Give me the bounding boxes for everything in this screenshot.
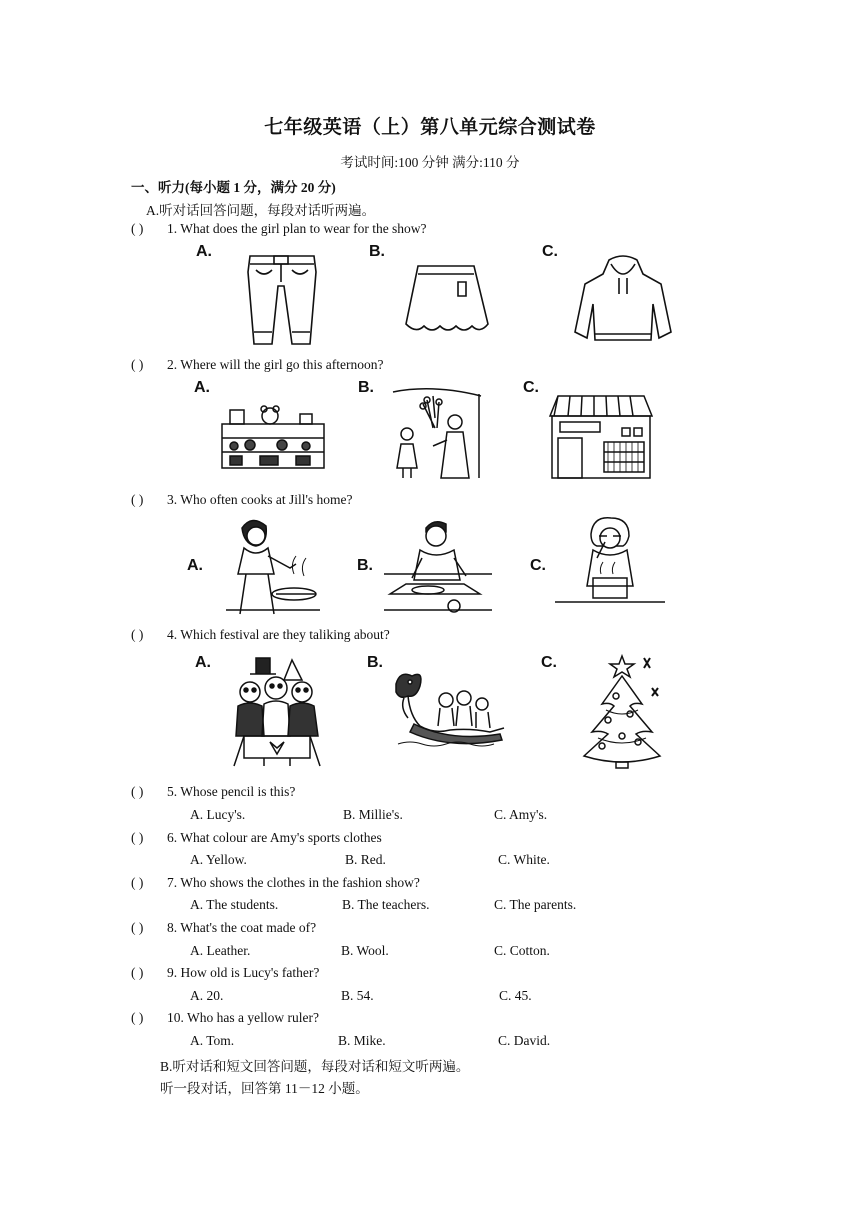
option-label: B. <box>367 654 383 671</box>
mother-cooking-icon[interactable] <box>216 514 324 618</box>
grandma-cooking-icon[interactable] <box>553 516 667 608</box>
bookshop-icon[interactable] <box>548 394 654 480</box>
option-label: A. <box>194 379 210 396</box>
question-4 <box>131 627 390 643</box>
dragon-boat-icon[interactable] <box>390 668 508 750</box>
flower-market-icon[interactable] <box>383 388 483 480</box>
option-label: B. <box>357 557 373 574</box>
part-b-instruction: B.听对话和短文回答问题，每段对话和短文听两遍。 <box>160 1059 470 1074</box>
question-3 <box>131 492 353 508</box>
answer-paren[interactable]: ( ) <box>131 1010 144 1025</box>
answer-paren[interactable]: ( ) <box>131 784 144 799</box>
option-a[interactable]: A. Tom. <box>190 1033 235 1048</box>
question-text: 4. Which festival are they taliking about? <box>167 627 390 642</box>
question-text: 7. Who shows the clothes in the fashion show? <box>167 875 420 890</box>
section-heading: 一、听力(每小题 1 分，满分 20 分) <box>131 180 336 195</box>
question-text: 6. What colour are Amy's sports clothes <box>167 830 382 845</box>
answer-paren[interactable]: ( ) <box>131 875 144 890</box>
option-label: B. <box>369 243 385 260</box>
option-c[interactable]: C. Cotton. <box>494 943 550 958</box>
option-label: C. <box>542 243 558 260</box>
option-a[interactable]: A. Leather. <box>190 943 251 958</box>
option-c[interactable]: C. The parents. <box>494 897 577 912</box>
answer-paren[interactable]: ( ) <box>131 492 144 507</box>
answer-paren[interactable]: ( ) <box>131 965 144 980</box>
answer-paren[interactable]: ( ) <box>131 357 144 372</box>
answer-paren[interactable]: ( ) <box>131 221 144 236</box>
option-b[interactable]: B. Mike. <box>338 1033 386 1048</box>
option-b[interactable]: B. Red. <box>345 852 386 867</box>
option-a[interactable]: A. Yellow. <box>190 852 247 867</box>
option-a[interactable]: A. Lucy's. <box>190 807 246 822</box>
question-text: 10. Who has a yellow ruler? <box>167 1010 319 1025</box>
option-label: C. <box>530 557 546 574</box>
question-text: 9. How old is Lucy's father? <box>167 965 320 980</box>
christmas-tree-icon[interactable] <box>580 654 664 770</box>
option-label: A. <box>187 557 203 574</box>
question-7 <box>131 875 420 891</box>
question-9 <box>131 965 319 981</box>
trousers-icon[interactable] <box>244 252 320 348</box>
question-5 <box>131 784 295 800</box>
question-10 <box>131 1010 319 1026</box>
option-label: A. <box>196 243 212 260</box>
option-c[interactable]: C. White. <box>498 852 550 867</box>
question-text: 8. What's the coat made of? <box>167 920 317 935</box>
option-label: B. <box>358 379 374 396</box>
question-text: 1. What does the girl plan to wear for the show? <box>167 221 427 236</box>
hoodie-icon[interactable] <box>573 254 673 346</box>
option-c[interactable]: C. David. <box>498 1033 551 1048</box>
page-title: 七年级英语（上）第八单元综合测试卷 <box>264 117 596 138</box>
option-a[interactable]: A. 20. <box>190 988 224 1003</box>
option-label: A. <box>195 654 211 671</box>
option-label: C. <box>523 379 539 396</box>
question-text: 3. Who often cooks at Jill's home? <box>167 492 353 507</box>
part-a-instruction: A.听对话回答问题，每段对话听两遍。 <box>146 203 376 218</box>
part-b-note: 听一段对话，回答第 11－12 小题。 <box>160 1081 369 1096</box>
question-2 <box>131 357 383 373</box>
option-label: C. <box>541 654 557 671</box>
question-6 <box>131 830 382 846</box>
option-b[interactable]: B. Wool. <box>341 943 389 958</box>
option-b[interactable]: B. The teachers. <box>342 897 430 912</box>
father-cooking-icon[interactable] <box>382 518 494 614</box>
question-8 <box>131 920 316 936</box>
toy-shop-icon[interactable] <box>220 404 326 470</box>
skirt-icon[interactable] <box>400 262 492 338</box>
halloween-icon[interactable] <box>230 656 324 768</box>
question-1 <box>131 221 427 237</box>
option-c[interactable]: C. 45. <box>499 988 532 1003</box>
answer-paren[interactable]: ( ) <box>131 830 144 845</box>
question-text: 2. Where will the girl go this afternoon? <box>167 357 384 372</box>
page-subtitle: 考试时间:100 分钟 满分:110 分 <box>340 155 520 170</box>
option-b[interactable]: B. Millie's. <box>343 807 403 822</box>
option-b[interactable]: B. 54. <box>341 988 374 1003</box>
answer-paren[interactable]: ( ) <box>131 627 144 642</box>
question-text: 5. Whose pencil is this? <box>167 784 296 799</box>
answer-paren[interactable]: ( ) <box>131 920 144 935</box>
option-a[interactable]: A. The students. <box>190 897 279 912</box>
option-c[interactable]: C. Amy's. <box>494 807 548 822</box>
